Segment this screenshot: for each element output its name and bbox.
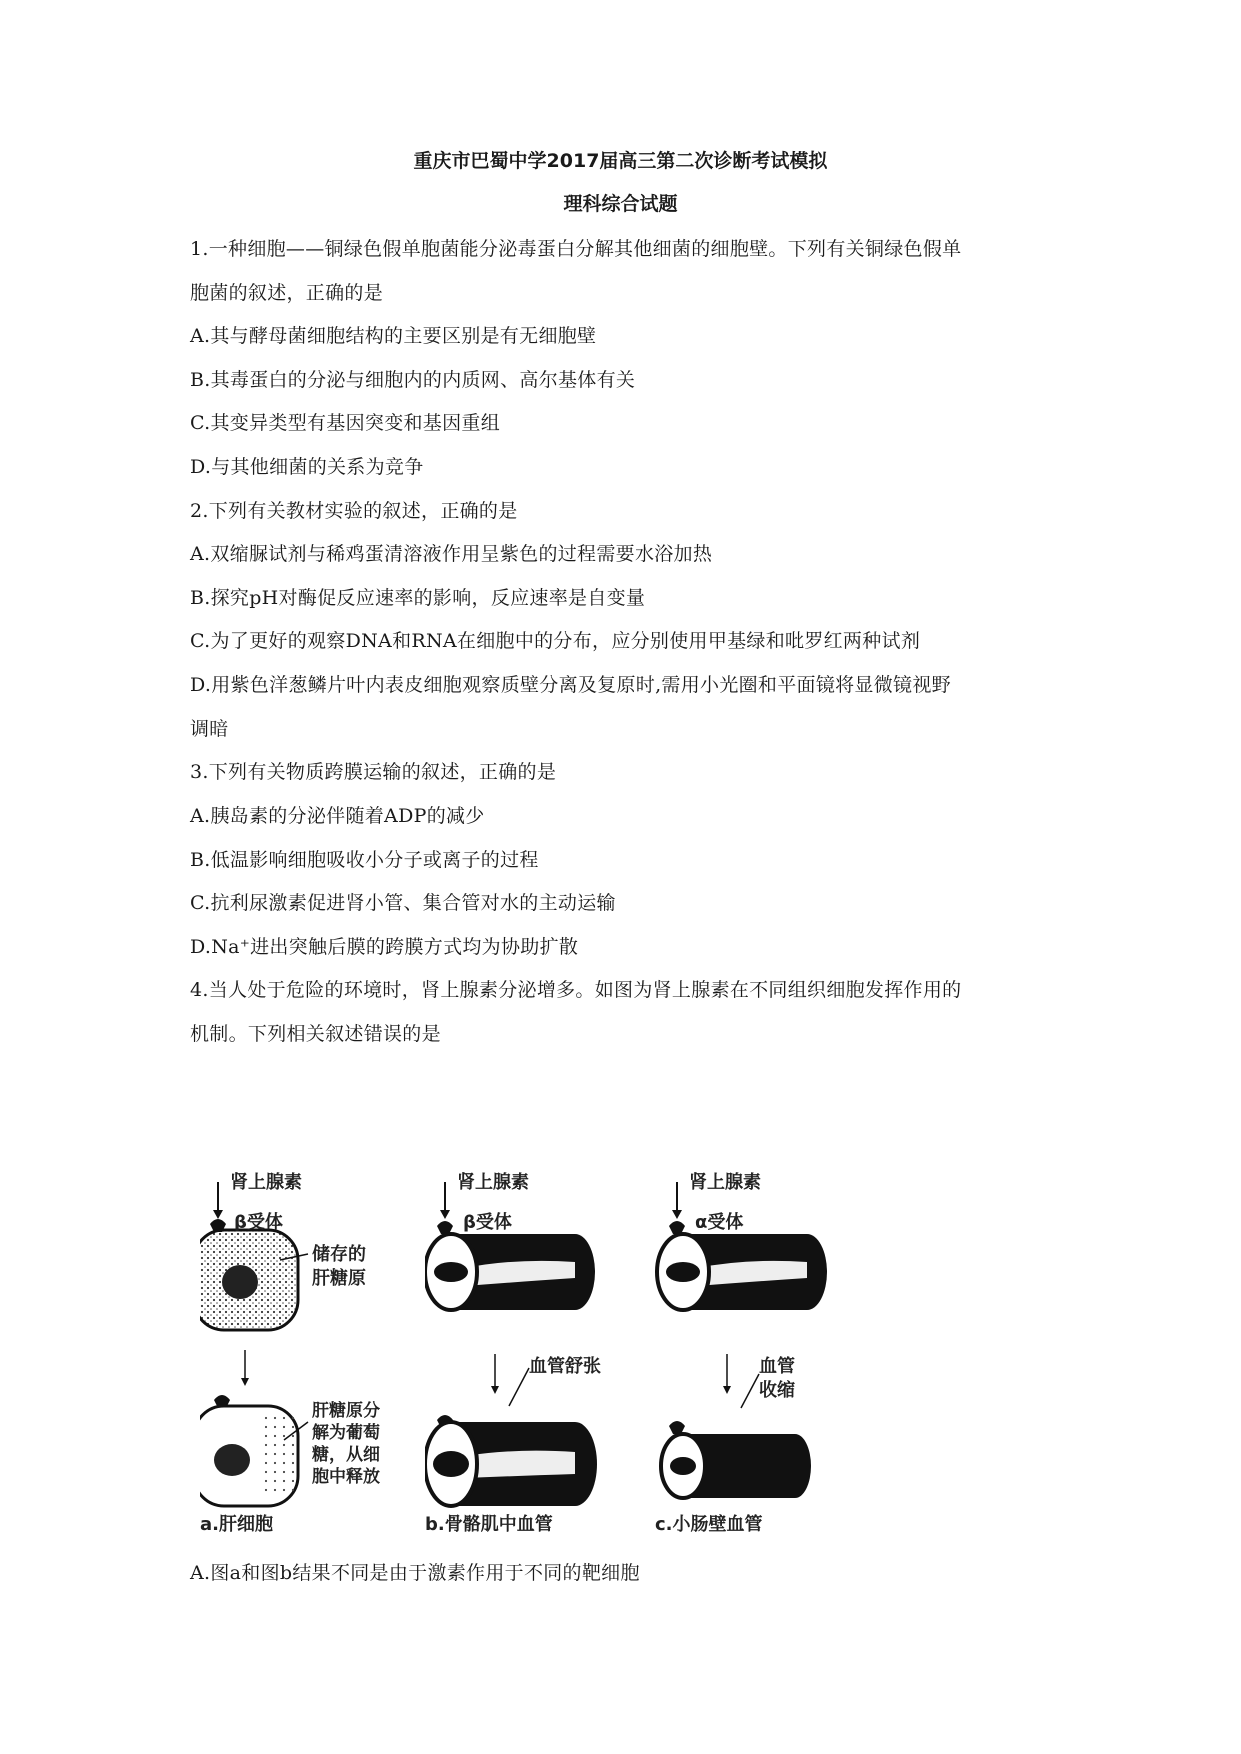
question-1-option-c: C.其变异类型有基因突变和基因重组 bbox=[190, 412, 501, 434]
question-3-stem: 3.下列有关物质跨膜运输的叙述，正确的是 bbox=[190, 761, 557, 783]
question-2-stem: 2.下列有关教材实验的叙述，正确的是 bbox=[190, 500, 518, 522]
question-4-option-a: A.图a和图b结果不同是由于激素作用于不同的靶细胞 bbox=[190, 1562, 640, 1584]
panel-a-caption: a.肝细胞 bbox=[200, 1514, 273, 1535]
question-3-option-b: B.低温影响细胞吸收小分子或离子的过程 bbox=[190, 849, 539, 871]
stored-glycogen-label-2: 肝糖原 bbox=[312, 1268, 366, 1289]
hormone-label: 肾上腺素 bbox=[689, 1172, 761, 1193]
receptor-label: β受体 bbox=[234, 1212, 283, 1233]
question-1-stem: 1.一种细胞——铜绿色假单胞菌能分泌毒蛋白分解其他细菌的细胞壁。下列有关铜绿色假单 bbox=[190, 238, 962, 260]
panel-b-caption: b.骨骼肌中血管 bbox=[425, 1514, 553, 1535]
question-4-stem: 4.当人处于危险的环境时，肾上腺素分泌增多。如图为肾上腺素在不同组织细胞发挥作用的 bbox=[190, 979, 962, 1001]
question-4-stem-cont: 机制。下列相关叙述错误的是 bbox=[190, 1023, 441, 1045]
adrenaline-mechanism-figure bbox=[200, 1172, 880, 1542]
liver-cell-drawing bbox=[200, 1172, 420, 1542]
hormone-label: 肾上腺素 bbox=[230, 1172, 302, 1193]
question-1-option-a: A.其与酵母菌细胞结构的主要区别是有无细胞壁 bbox=[190, 325, 597, 347]
question-3-option-d: D.Na⁺进出突触后膜的跨膜方式均为协助扩散 bbox=[190, 936, 579, 958]
question-2-option-c: C.为了更好的观察DNA和RNA在细胞中的分布，应分别使用甲基绿和吡罗红两种试剂 bbox=[190, 630, 921, 652]
vasodilation-label: 血管舒张 bbox=[529, 1356, 601, 1377]
panel-c-caption: c.小肠壁血管 bbox=[655, 1514, 763, 1535]
glycogen-breakdown-label-3: 糖，从细 bbox=[312, 1445, 380, 1465]
vasoconstriction-label-2: 收缩 bbox=[759, 1380, 795, 1401]
question-2-option-d-cont: 调暗 bbox=[190, 718, 229, 740]
question-2-option-b: B.探究pH对酶促反应速率的影响，反应速率是自变量 bbox=[190, 587, 646, 609]
hormone-label: 肾上腺素 bbox=[457, 1172, 529, 1193]
question-2-option-a: A.双缩脲试剂与稀鸡蛋清溶液作用呈紫色的过程需要水浴加热 bbox=[190, 543, 713, 565]
question-1-option-d: D.与其他细菌的关系为竞争 bbox=[190, 456, 424, 478]
page-title: 重庆市巴蜀中学2017届高三第二次诊断考试模拟 bbox=[413, 150, 828, 172]
panel-c-intestinal-vessel bbox=[655, 1172, 875, 1542]
question-1-stem-cont: 胞菌的叙述，正确的是 bbox=[190, 282, 384, 304]
vasoconstriction-label-1: 血管 bbox=[759, 1356, 795, 1377]
glycogen-breakdown-label-4: 胞中释放 bbox=[312, 1467, 380, 1487]
page-subtitle: 理科综合试题 bbox=[563, 193, 678, 215]
question-1-option-b: B.其毒蛋白的分泌与细胞内的内质网、高尔基体有关 bbox=[190, 369, 636, 391]
panel-b-skeletal-muscle-vessel bbox=[425, 1172, 645, 1542]
panel-a-liver-cell bbox=[200, 1172, 420, 1542]
question-3-option-c: C.抗利尿激素促进肾小管、集合管对水的主动运输 bbox=[190, 892, 616, 914]
question-2-option-d: D.用紫色洋葱鳞片叶内表皮细胞观察质壁分离及复原时,需用小光圈和平面镜将显微镜视野 bbox=[190, 674, 951, 696]
receptor-label: β受体 bbox=[463, 1212, 512, 1233]
question-3-option-a: A.胰岛素的分泌伴随着ADP的减少 bbox=[190, 805, 485, 827]
receptor-label: α受体 bbox=[695, 1212, 744, 1233]
stored-glycogen-label-1: 储存的 bbox=[312, 1244, 366, 1265]
glycogen-breakdown-label-1: 肝糖原分 bbox=[312, 1401, 380, 1421]
glycogen-breakdown-label-2: 解为葡萄 bbox=[312, 1423, 380, 1443]
